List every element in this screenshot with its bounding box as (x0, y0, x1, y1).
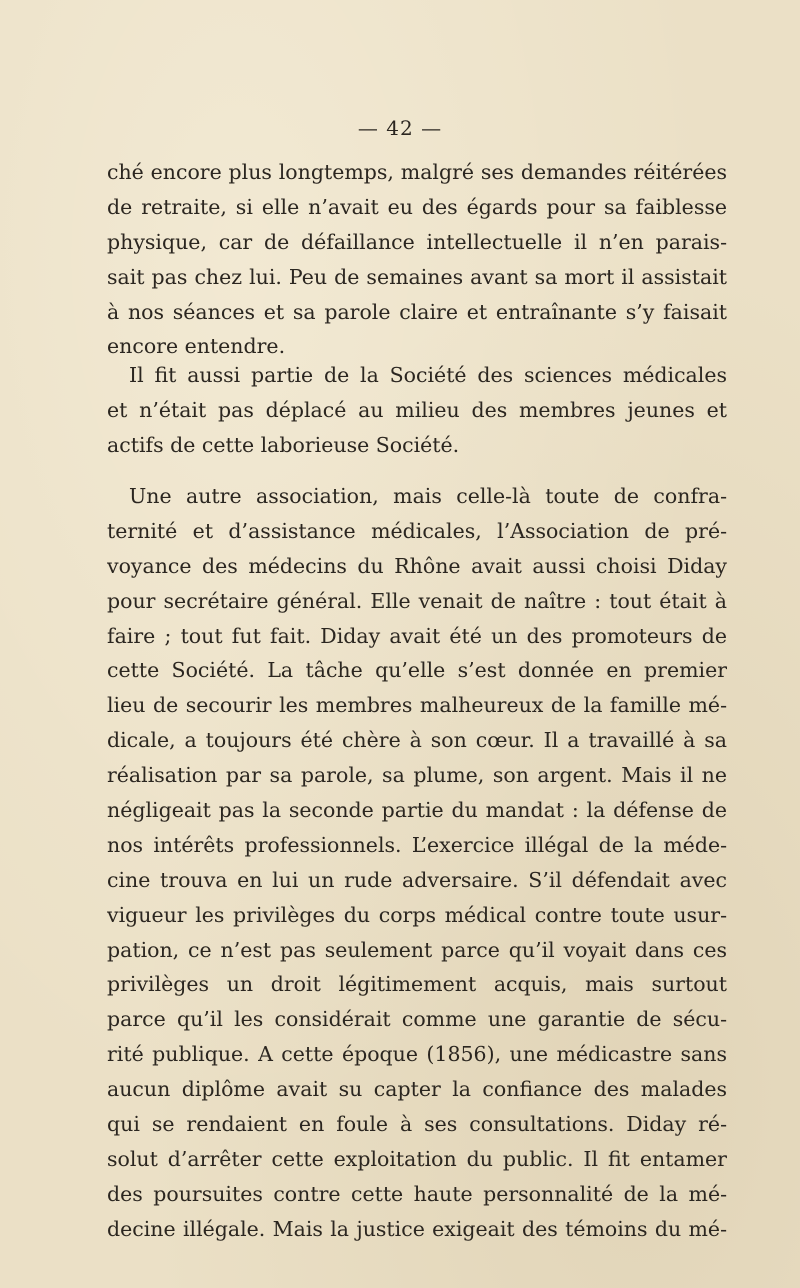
text-line: Une autre association, mais celle-là toute de confra- (129, 484, 727, 508)
text-line: voyance des médecins du Rhône avait aussi choisi Diday (107, 553, 727, 578)
paragraph (107, 358, 727, 463)
text-line: des poursuites contre cette haute personnalité de la mé- (107, 1181, 727, 1206)
text-line: ché encore plus longtemps, malgré ses demandes réitérées (107, 160, 727, 184)
text-line: cine trouva en lui un rude adversaire. S’il défendait avec (107, 867, 727, 892)
text-line: Il fit aussi partie de la Société des sciences médicales (129, 363, 727, 387)
text-line: privilèges un droit légitimement acquis, mais surtout (107, 972, 727, 997)
text-line: lieu de secourir les membres malheureux de la famille mé- (107, 693, 727, 718)
paragraph (107, 479, 727, 1247)
text-line: dicale, a toujours été chère à son cœur. Il a travaillé à sa (107, 728, 727, 753)
text-line: et n’était pas déplacé au milieu des membres jeunes et (107, 397, 727, 422)
text-line: rité publique. A cette époque (1856), une médicastre sans (107, 1042, 727, 1067)
text-line: qui se rendaient en foule à ses consultations. Diday ré- (107, 1112, 727, 1137)
text-line: parce qu’il les considérait comme une garantie de sécu- (107, 1007, 727, 1032)
paragraph (107, 155, 727, 364)
text-line: vigueur les privilèges du corps médical contre toute usur- (107, 902, 727, 927)
text-line: pation, ce n’est pas seulement parce qu’il voyait dans ces (107, 937, 727, 962)
text-line: nos intérêts professionnels. L’exercice illégal de la méde- (107, 832, 727, 857)
text-line: ternité et d’assistance médicales, l’Association de pré- (107, 518, 727, 543)
text-line: cette Société. La tâche qu’elle s’est donnée en premier (107, 658, 727, 683)
text-line: sait pas chez lui. Peu de semaines avant sa mort il assistait (107, 264, 727, 289)
text-line: decine illégale. Mais la justice exigeait des témoins du mé- (107, 1216, 727, 1241)
page-number: — 42 — (357, 116, 443, 140)
text-line: solut d’arrêter cette exploitation du public. Il fit entamer (107, 1146, 727, 1171)
text-line: de retraite, si elle n’avait eu des égards pour sa faiblesse (107, 194, 727, 219)
text-line: négligeait pas la seconde partie du mandat : la défense de (107, 798, 727, 823)
text-line: à nos séances et sa parole claire et entraînante s’y faisait (107, 299, 727, 324)
text-line: faire ; tout fut fait. Diday avait été un des promoteurs de (107, 623, 727, 648)
text-line: réalisation par sa parole, sa plume, son argent. Mais il ne (107, 763, 727, 788)
text-line: encore entendre. (107, 334, 286, 359)
text-line: pour secrétaire général. Elle venait de naître : tout était à (107, 588, 727, 613)
text-line: actifs de cette laborieuse Société. (107, 432, 460, 457)
text-line: aucun diplôme avait su capter la confiance des malades (107, 1077, 727, 1102)
text-line: physique, car de défaillance intellectuelle il n’en parais- (107, 229, 727, 254)
